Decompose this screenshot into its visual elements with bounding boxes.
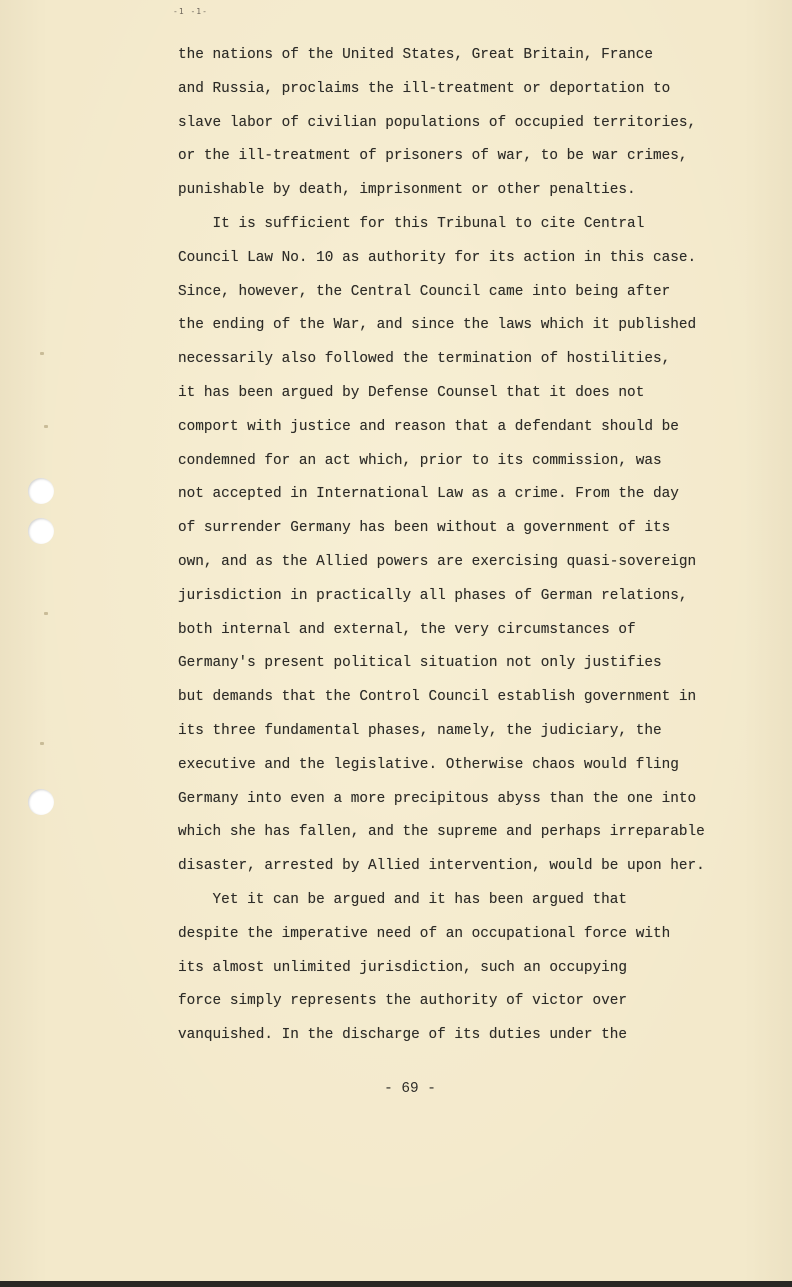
margin-speck	[44, 425, 48, 428]
text-line: the nations of the United States, Great Britain, France	[178, 47, 653, 63]
body-text	[178, 39, 738, 1053]
text-line: but demands that the Control Council establish government in	[178, 689, 697, 706]
text-line: of surrender Germany has been without a government of its	[178, 520, 671, 537]
text-line: condemned for an act which, prior to its commission, was	[178, 452, 662, 469]
text-line: the ending of the War, and since the laws which it published	[178, 317, 697, 334]
text-line: punishable by death, imprisonment or other penalties.	[178, 182, 636, 199]
punch-hole	[28, 789, 54, 815]
text-line: jurisdiction in practically all phases of German relations,	[178, 587, 688, 604]
text-line: Yet it can be argued and it has been argued that	[178, 891, 628, 908]
text-line: Germany into even a more precipitous abyss than the one into	[178, 790, 697, 807]
text-line: comport with justice and reason that a defendant should be	[178, 418, 679, 435]
text-line: vanquished. In the discharge of its duties under the	[178, 1027, 628, 1044]
page-number: - 69 -	[384, 1081, 436, 1097]
text-line: despite the imperative need of an occupational force with	[178, 925, 671, 942]
punch-hole	[28, 478, 54, 504]
header-mark: -1 -1-	[173, 7, 208, 16]
text-line: slave labor of civilian populations of occupied territories,	[178, 114, 697, 131]
text-line: which she has fallen, and the supreme and perhaps irreparable	[178, 824, 705, 841]
margin-speck	[40, 742, 44, 745]
punch-hole	[28, 518, 54, 544]
margin-speck	[44, 612, 48, 615]
text-line: executive and the legislative. Otherwise chaos would fling	[178, 756, 679, 773]
text-line: own, and as the Allied powers are exercising quasi-sovereign	[178, 553, 697, 570]
text-line: not accepted in International Law as a crime. From the day	[178, 486, 679, 503]
text-line: Since, however, the Central Council came into being after	[178, 283, 671, 300]
text-line: disaster, arrested by Allied intervention, would be upon her.	[178, 858, 705, 875]
text-line: both internal and external, the very circumstances of	[178, 621, 636, 638]
text-line: Council Law No. 10 as authority for its action in this case.	[178, 249, 697, 266]
text-line: its almost unlimited jurisdiction, such an occupying	[178, 959, 628, 976]
text-line: necessarily also followed the termination of hostilities,	[178, 351, 671, 368]
scan-edge	[0, 1281, 792, 1287]
margin-speck	[40, 352, 44, 355]
text-line: and Russia, proclaims the ill-treatment or deportation to	[178, 80, 671, 97]
text-line: Germany's present political situation not only justifies	[178, 655, 662, 672]
text-line: its three fundamental phases, namely, the judiciary, the	[178, 722, 662, 739]
text-line: or the ill-treatment of prisoners of war, to be war crimes,	[178, 148, 688, 165]
text-line: it has been argued by Defense Counsel that it does not	[178, 384, 645, 401]
text-line: It is sufficient for this Tribunal to cite Central	[178, 215, 645, 232]
text-line: force simply represents the authority of victor over	[178, 993, 628, 1010]
